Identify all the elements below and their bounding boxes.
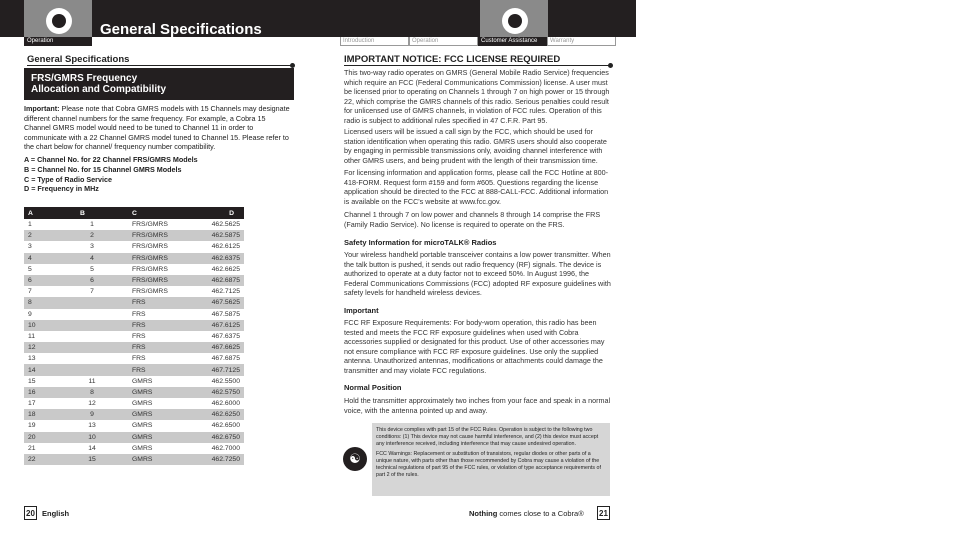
box-title-line1: FRS/GMRS Frequency xyxy=(31,73,138,84)
table-cell: 21 xyxy=(28,444,36,452)
table-cell: 13 xyxy=(88,422,96,430)
table-cell: 17 xyxy=(28,400,36,408)
normal-position-subheading: Normal Position xyxy=(344,383,402,392)
table-row xyxy=(24,376,244,387)
table-cell: GMRS xyxy=(118,454,184,465)
page-title: General Specifications xyxy=(100,21,262,38)
table-cell: GMRS xyxy=(118,432,184,443)
table-cell: GMRS xyxy=(118,409,184,420)
fcc-paragraph-4: Channel 1 through 7 on low power and channels 8 through 14 comprise the FRS (Family Radio Service). No license is required to operate on the FRS. xyxy=(344,210,601,229)
important-label: Important: xyxy=(24,104,60,113)
table-row xyxy=(24,454,244,465)
table-cell: 16 xyxy=(24,387,66,398)
table-cell: FRS/GMRS xyxy=(132,265,168,273)
table-cell: 14 xyxy=(88,444,96,452)
table-cell: FRS/GMRS xyxy=(118,230,184,241)
table-cell: 462.5875 xyxy=(184,230,244,241)
table-cell: FRS xyxy=(118,320,184,331)
table-cell: 14 xyxy=(24,364,66,375)
table-cell: 11 xyxy=(28,332,36,340)
table-row xyxy=(24,320,244,331)
table-cell: 467.6375 xyxy=(211,332,240,340)
table-header-row xyxy=(24,207,244,219)
frequency-box xyxy=(24,68,294,100)
footer-tagline-text: comes close to a Cobra® xyxy=(499,509,584,518)
table-cell: 462.5625 xyxy=(211,221,240,229)
left-logo-box xyxy=(24,0,92,40)
table-cell: FRS xyxy=(132,310,146,318)
table-cell: GMRS xyxy=(132,422,153,430)
table-cell: FRS xyxy=(118,342,184,353)
table-cell: 467.6875 xyxy=(211,355,240,363)
safety-paragraph: Your wireless handheld portable transceiver contains a low power transmitter. When the talk button is pushed, it sends out radio frequency (RF) signals. The device is authorized to operate at a duty factor not to exceed 50%. In August 1996, the Federal Communications Commissions (FCC) adopted RF exposure guidelines with safety levels for handheld wireless devices. xyxy=(344,250,611,298)
fcc-warning-text: FCC Warnings: Replacement or substitution of transistors, regular diodes or other parts of a unique nature, with parts other than those recommended by Cobra may cause a violation of the technical regulations of part 95 of the FCC rules, or violation of type acceptance requirements of part 2 of the rules. xyxy=(376,451,601,478)
table-cell: 3 xyxy=(90,243,94,251)
rf-exposure-paragraph: FCC RF Exposure Requirements: For body-worn operation, this radio has been tested and meets the FCC RF exposure guidelines when used with Cobra accessories supplied or designated for this product. Use of other accessories may not ensure compliance with FCC RF exposure guidelines. Use only the supplied antenna. Unauthorized antennas, modifications or attachments could damage the transmitter and may violate FCC regulations. xyxy=(344,318,605,375)
table-cell: 462.7000 xyxy=(211,444,240,452)
right-section-heading: IMPORTANT NOTICE: FCC LICENSE REQUIRED xyxy=(344,54,610,66)
table-cell: FRS/GMRS xyxy=(132,243,168,251)
headset-icon xyxy=(502,8,528,34)
table-cell: 15 xyxy=(28,377,36,385)
table-cell: 462.6000 xyxy=(211,400,240,408)
table-cell: 20 xyxy=(24,432,66,443)
footer-tagline-bold: Nothing xyxy=(469,509,498,518)
table-row xyxy=(24,331,244,342)
table-cell: FRS/GMRS xyxy=(118,253,184,264)
table-row xyxy=(24,275,244,286)
table-row xyxy=(24,230,244,241)
table-cell: 7 xyxy=(90,288,94,296)
table-cell xyxy=(66,331,118,342)
table-row xyxy=(24,420,244,431)
table-cell: 5 xyxy=(90,265,94,273)
table-cell: 462.5750 xyxy=(184,387,244,398)
table-cell: 6 xyxy=(24,275,66,286)
table-cell xyxy=(66,309,118,320)
box-title-line2: Allocation and Compatibility xyxy=(31,84,167,95)
legend-item: B = Channel No. for 15 Channel GMRS Models xyxy=(24,164,182,174)
table-cell: 12 xyxy=(88,400,96,408)
fcc-paragraph-1: This two-way radio operates on GMRS (General Mobile Radio Service) frequencies which require an FCC (Federal Communications Commission) license. A user must be licensed prior to operating on Channels 1 through 7 on high power or 15 through 22, which comprise the GMRS channels of this radio. Serious penalties could result for unlicensed use of GMRS channels, in violation of FCC rules. Operation of this radio is subject to additional rules specified in 47 C.F.R. Part 95. xyxy=(344,68,610,125)
table-cell: 15 xyxy=(66,454,118,465)
safety-subheading: Safety Information for microTALK® Radios xyxy=(344,238,497,247)
table-cell: 462.5500 xyxy=(211,377,240,385)
table-cell: 467.5625 xyxy=(184,297,244,308)
table-cell: 462.6750 xyxy=(184,432,244,443)
col-header-b: B xyxy=(66,207,118,219)
table-cell: 462.6625 xyxy=(211,265,240,273)
table-cell: 8 xyxy=(24,297,66,308)
nav-tabs xyxy=(340,37,616,46)
table-cell: 462.7250 xyxy=(184,454,244,465)
table-cell: 10 xyxy=(24,320,66,331)
tab-warranty[interactable]: Warranty xyxy=(547,37,616,46)
table-cell: 462.6875 xyxy=(184,275,244,286)
table-cell: FRS xyxy=(118,364,184,375)
table-row xyxy=(24,241,244,252)
col-header-a: A xyxy=(24,207,66,219)
table-cell: 467.5875 xyxy=(211,310,240,318)
table-cell xyxy=(66,320,118,331)
table-cell: 10 xyxy=(66,432,118,443)
table-cell: 462.6125 xyxy=(211,243,240,251)
section-tab-operation[interactable]: Operation xyxy=(24,37,92,46)
table-cell: FRS xyxy=(118,297,184,308)
table-cell: 11 xyxy=(88,377,96,385)
table-cell: 1 xyxy=(90,221,94,229)
table-cell: FRS/GMRS xyxy=(132,221,168,229)
table-row xyxy=(24,342,244,353)
table-cell: 462.6500 xyxy=(211,422,240,430)
table-row xyxy=(24,432,244,443)
table-row xyxy=(24,387,244,398)
table-cell: GMRS xyxy=(118,387,184,398)
important-subheading: Important xyxy=(344,306,379,315)
legend-item: C = Type of Radio Service xyxy=(24,174,112,184)
table-row xyxy=(24,364,244,375)
legend-item: A = Channel No. for 22 Channel FRS/GMRS Models xyxy=(24,155,198,164)
table-cell: FRS/GMRS xyxy=(118,275,184,286)
cobra-icon xyxy=(46,8,72,34)
table-cell: 462.7125 xyxy=(211,288,240,296)
table-cell: 9 xyxy=(28,310,32,318)
table-cell: 8 xyxy=(66,387,118,398)
table-cell xyxy=(66,353,118,364)
fcc-compliance-icon: ☯ xyxy=(343,447,367,471)
table-row xyxy=(24,253,244,264)
tab-operation[interactable]: Operation xyxy=(409,37,478,46)
table-cell: 2 xyxy=(24,230,66,241)
tab-customer-assistance[interactable]: Customer Assistance xyxy=(478,37,547,46)
table-cell: 3 xyxy=(28,243,32,251)
table-row xyxy=(24,219,244,230)
page-number-left: 20 xyxy=(24,506,37,520)
table-cell: FRS xyxy=(132,332,146,340)
table-cell: 22 xyxy=(24,454,66,465)
table-row xyxy=(24,353,244,364)
fcc-paragraph-3: For licensing information and application forms, please call the FCC Hotline at 800-418-FORM. Request form #159 and form #605. Questions regarding the license application should be directed to the FCC at 888-CALL-FCC. Additional information is available on the FCC's website at www.fcc.gov. xyxy=(344,168,609,206)
table-cell: 9 xyxy=(66,409,118,420)
table-cell: 5 xyxy=(28,265,32,273)
normal-position-paragraph: Hold the transmitter approximately two inches from your face and speak in a normal voice, with the antenna pointed up and away. xyxy=(344,396,611,415)
table-cell: 19 xyxy=(28,422,36,430)
footer-tagline xyxy=(469,509,584,518)
table-cell: GMRS xyxy=(132,400,153,408)
table-row xyxy=(24,264,244,275)
right-logo-box xyxy=(480,0,548,40)
table-row xyxy=(24,309,244,320)
table-row xyxy=(24,409,244,420)
table-cell: 2 xyxy=(66,230,118,241)
fcc-compliance-box xyxy=(372,423,610,496)
table-cell: 13 xyxy=(28,355,36,363)
fcc-compliance-text: This device complies with part 15 of the FCC Rules. Operation is subject to the following two conditions: (1) This device may not cause harmful interference, and (2) this device must accept any interference received, including interference that may cause undesired operation. xyxy=(376,427,599,447)
table-cell: 6 xyxy=(66,275,118,286)
table-cell: 4 xyxy=(66,253,118,264)
footer-language: English xyxy=(42,509,70,518)
left-section-heading: General Specifications xyxy=(27,54,292,66)
table-cell: FRS/GMRS xyxy=(132,288,168,296)
table-row xyxy=(24,398,244,409)
table-cell xyxy=(66,364,118,375)
tab-introduction[interactable]: Introduction xyxy=(340,37,409,46)
table-cell: 462.6375 xyxy=(184,253,244,264)
col-header-d: D xyxy=(184,207,244,219)
legend-list xyxy=(24,155,198,194)
table-cell: FRS xyxy=(132,355,146,363)
table-cell: 7 xyxy=(28,288,32,296)
table-cell: 467.6625 xyxy=(184,342,244,353)
table-body xyxy=(24,219,244,465)
frequency-table xyxy=(24,207,244,465)
table-cell: 12 xyxy=(24,342,66,353)
fcc-paragraph-2: Licensed users will be issued a call sign by the FCC, which should be used for station identification when operating this radio. GMRS users should also cooperate by engaging in permissible transmissions only, avoiding channel interference with other GMRS users, and being prudent with the length of their transmission time. xyxy=(344,127,607,165)
table-cell: GMRS xyxy=(132,444,153,452)
table-cell xyxy=(66,297,118,308)
table-row xyxy=(24,297,244,308)
table-cell: 467.6125 xyxy=(184,320,244,331)
table-cell xyxy=(66,342,118,353)
table-row xyxy=(24,286,244,297)
important-text: Please note that Cobra GMRS models with 15 Channels may designate different channel numbers for the same frequency. For example, a Cobra 15 Channel GMRS model would need to be tuned to Channel 11 in order to communicate with a 22 Channel GMRS model tuned to Channel 15. Please refer to the chart below for channel/ frequency number compatibility. xyxy=(24,104,290,151)
table-cell: 4 xyxy=(24,253,66,264)
important-paragraph xyxy=(24,104,292,152)
table-cell: 1 xyxy=(28,221,32,229)
table-cell: 462.6250 xyxy=(184,409,244,420)
table-cell: 467.7125 xyxy=(184,364,244,375)
legend-item: D = Frequency in MHz xyxy=(24,184,99,194)
table-cell: GMRS xyxy=(132,377,153,385)
col-header-c: C xyxy=(118,207,184,219)
table-cell: 18 xyxy=(24,409,66,420)
page-number-right: 21 xyxy=(597,506,610,520)
table-row xyxy=(24,443,244,454)
